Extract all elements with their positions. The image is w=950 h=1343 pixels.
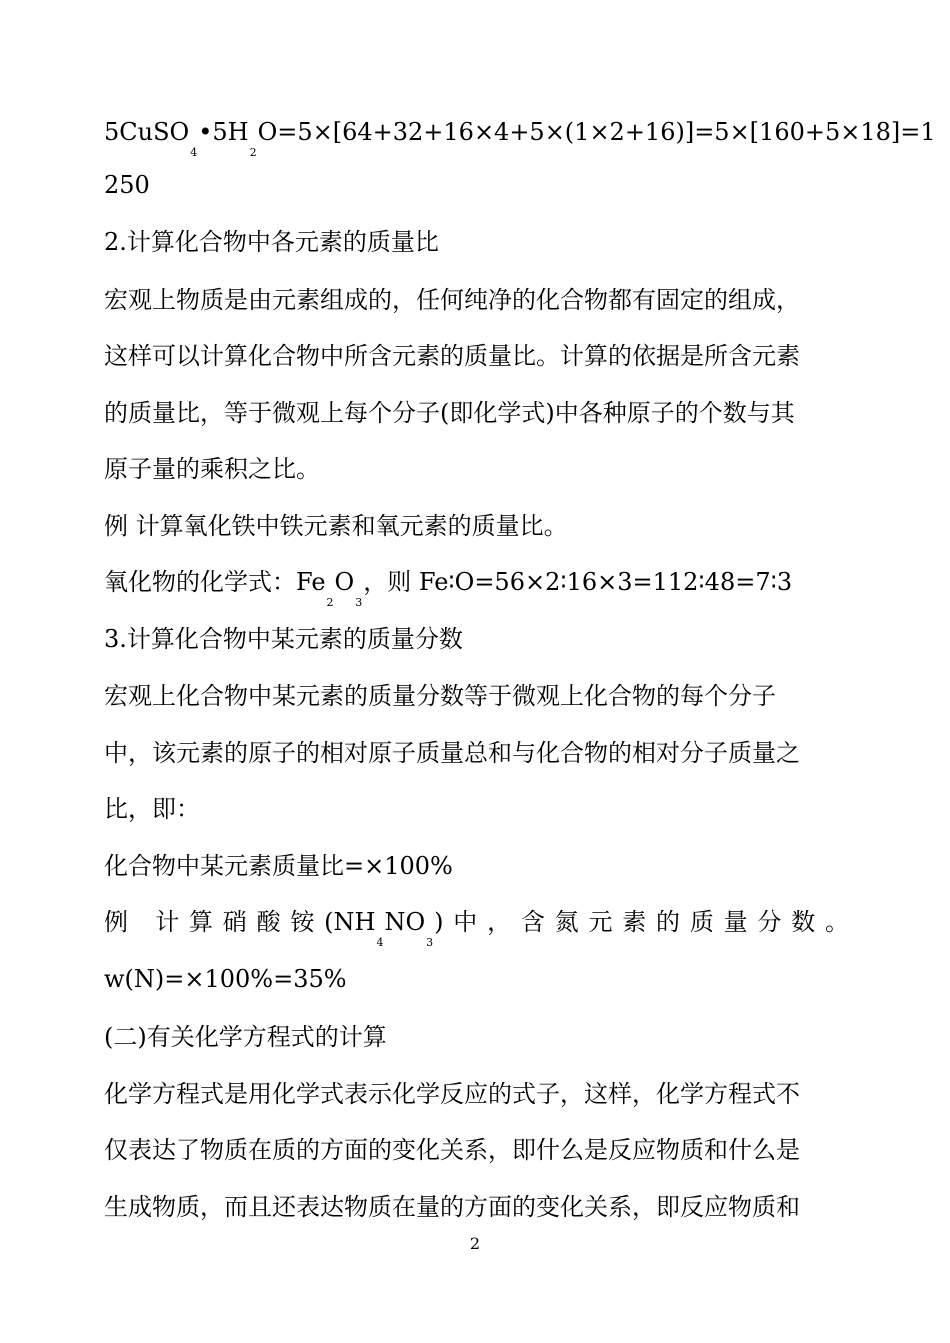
page-number: 2 bbox=[469, 1234, 481, 1253]
paragraph-er-line-1: 化学方程式是用化学式表示化学反应的式子，这样，化学方程式不 bbox=[104, 1080, 800, 1108]
formula-line-cuso4: $5CuSO_4•5H_2O=5\times[64+32+16\times 4+5\times(1\times 2+16)]=5\times[160+5\times 18]=1$ bbox=[104, 118, 936, 159]
paragraph-2-line-3: 的质量比，等于微观上每个分子(即化学式)中各种原子的个数与其 bbox=[104, 399, 795, 427]
section-heading-3: 3.计算化合物中某元素的质量分数 bbox=[104, 625, 463, 653]
section-heading-2: 2.计算化合物中各元素的质量比 bbox=[104, 228, 439, 256]
mass-fraction-formula: 化合物中某元素质量比=×100% bbox=[104, 852, 453, 880]
formula-line-continued: 250 bbox=[104, 171, 150, 199]
nitrogen-fraction-result: w(N)=×100%=35% bbox=[104, 965, 347, 993]
paragraph-2-line-2: 这样可以计算化合物中所含元素的质量比。计算的依据是所含元素 bbox=[104, 342, 800, 370]
paragraph-2-line-1: 宏观上物质是由元素组成的，任何纯净的化合物都有固定的组成， bbox=[104, 286, 800, 314]
example-2: 例 计算氧化铁中铁元素和氧元素的质量比。 bbox=[104, 512, 568, 540]
section-heading-er: (二)有关化学方程式的计算 bbox=[104, 1023, 387, 1051]
paragraph-3-line-3: 比，即： bbox=[104, 795, 200, 823]
paragraph-er-line-2: 仅表达了物质在质的方面的变化关系，即什么是反应物质和什么是 bbox=[104, 1136, 800, 1164]
paragraph-3-line-2: 中，该元素的原子的相对原子质量总和与化合物的相对分子质量之 bbox=[104, 739, 800, 767]
fe2o3-formula-line: 氧化物的化学式：$Fe_2O_3$，则 Fe∶O=56×2∶16×3=112∶48=7∶3 bbox=[104, 568, 793, 609]
paragraph-2-line-4: 原子量的乘积之比。 bbox=[104, 455, 320, 483]
example-3: 例 计算硝酸铵$(NH_4NO_3)$中，含氮元素的质量分数。 bbox=[104, 908, 850, 949]
paragraph-er-line-3: 生成物质，而且还表达物质在量的方面的变化关系，即反应物质和 bbox=[104, 1193, 800, 1221]
paragraph-3-line-1: 宏观上化合物中某元素的质量分数等于微观上化合物的每个分子 bbox=[104, 682, 776, 710]
